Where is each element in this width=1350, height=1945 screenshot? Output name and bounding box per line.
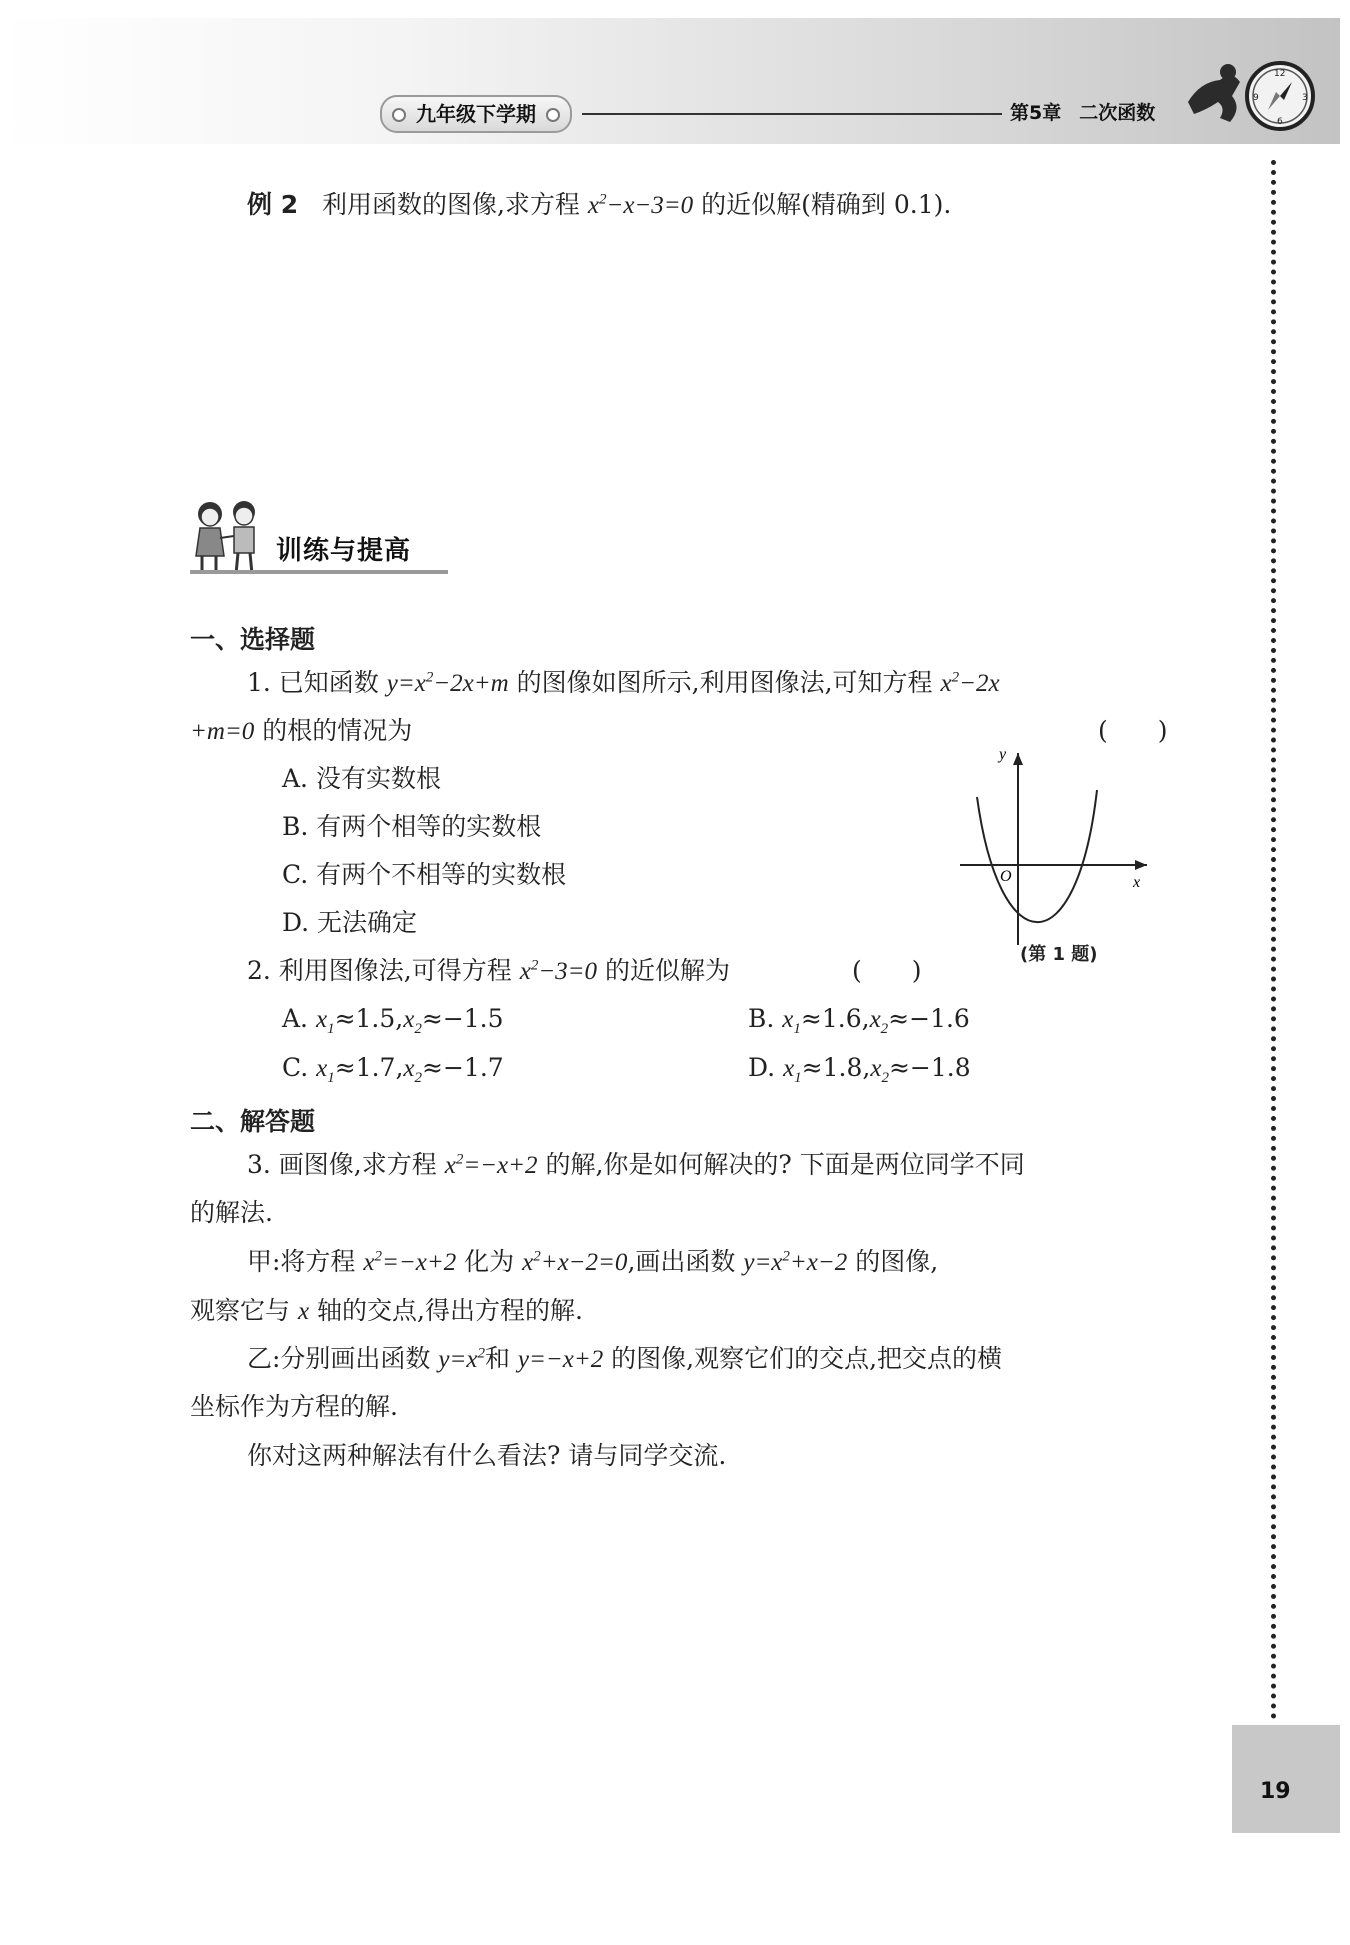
q3-jia-line2: 观察它与 x 轴的交点,得出方程的解.	[190, 1296, 583, 1325]
q2-option-b-x2: −1.6	[909, 1004, 970, 1033]
runner-clock-logo-icon	[1180, 52, 1320, 142]
parabola-curve	[977, 790, 1097, 922]
q3-yi-line2: 坐标作为方程的解.	[190, 1392, 398, 1421]
q3-closing: 你对这两种解法有什么看法? 请与同学交流.	[247, 1441, 727, 1470]
q1-option-b: B. 有两个相等的实数根	[282, 812, 542, 841]
jia-mid2: ,画出函数	[627, 1247, 744, 1276]
q2-equation: $x^2-3=0$	[519, 957, 598, 985]
page-number: 19	[1260, 1779, 1291, 1804]
q2-option-c: C. $x_1\approx 1.7,x_2\approx-1.7$	[282, 1053, 504, 1086]
jia-mid1: 化为	[456, 1247, 523, 1276]
q1-answer-bracket: ( )	[1098, 716, 1168, 745]
header-rule	[582, 113, 1002, 115]
example-2	[247, 190, 951, 221]
grade-label	[380, 95, 572, 133]
q2-option-c-x1: 1.7	[355, 1053, 396, 1082]
y-axis-label: y	[999, 746, 1007, 763]
q1-option-a: A. 没有实数根	[282, 764, 441, 793]
q3-equation: $x^2=-x+2$	[444, 1151, 538, 1179]
jia-end: 的图像,	[847, 1247, 939, 1276]
svg-text:9: 9	[1253, 93, 1259, 103]
page-number-tab	[1232, 1725, 1340, 1833]
q2-stem	[247, 956, 730, 987]
x-axis-arrow-icon	[1135, 860, 1147, 870]
q2-option-b: B. $x_1\approx 1.6,x_2\approx-1.6$	[748, 1004, 970, 1037]
yi-mid: 和	[484, 1344, 518, 1373]
margin-dotted-rule	[1271, 160, 1276, 1720]
kids-illustration-icon	[188, 498, 268, 580]
origin-label: O	[1000, 868, 1012, 885]
header-band	[0, 18, 1340, 144]
y-axis-arrow-icon	[1013, 753, 1023, 765]
q2-answer-bracket: ( )	[852, 956, 922, 985]
x-axis-label: x	[1133, 874, 1141, 891]
yi-end: 的图像,观察它们的交点,把交点的横	[603, 1344, 1003, 1373]
q3-text-a: 3. 画图像,求方程	[247, 1150, 445, 1179]
q2-option-b-x1: 1.6	[821, 1004, 862, 1033]
q2-option-c-label: C.	[282, 1053, 309, 1082]
q1-line2	[190, 716, 412, 747]
example-text-before: 利用函数的图像,求方程	[321, 190, 588, 219]
q2-text-a: 2. 利用图像法,可得方程	[247, 956, 520, 985]
q2-option-d-label: D.	[748, 1053, 776, 1082]
example-label: 例 2	[247, 190, 299, 219]
q3-line2: 的解法.	[190, 1198, 273, 1227]
q1-text-c: 的根的情况为	[254, 716, 413, 745]
svg-text:3: 3	[1302, 93, 1308, 103]
q2-option-c-x2: −1.7	[442, 1053, 504, 1082]
q1-parabola-figure	[955, 745, 1155, 950]
grade-text: 九年级下学期	[416, 102, 536, 126]
chapter-number: 第5章	[1010, 102, 1062, 124]
yi-prefix: 乙:分别画出函数	[247, 1344, 439, 1373]
svg-text:6: 6	[1277, 117, 1283, 127]
svg-text:12: 12	[1274, 69, 1286, 79]
q2-option-a: A. $x_1\approx 1.5,x_2\approx-1.5$	[282, 1004, 504, 1037]
q2-option-a-x2: −1.5	[442, 1004, 504, 1033]
q2-option-d: D. $x_1\approx 1.8,x_2\approx-1.8$	[748, 1053, 971, 1086]
q3-text-b: 的解,你是如何解决的? 下面是两位同学不同	[537, 1150, 1025, 1179]
jia-line2-b: 轴的交点,得出方程的解.	[309, 1296, 583, 1325]
pill-dot-right	[546, 108, 560, 122]
q2-option-a-label: A.	[282, 1004, 309, 1033]
q1-text-a: 1. 已知函数	[247, 668, 387, 697]
section-banner-rule	[190, 570, 448, 574]
q3-line1	[247, 1150, 1025, 1181]
figure-caption: (第 1 题)	[1020, 944, 1098, 965]
part2-heading: 二、解答题	[190, 1107, 316, 1136]
q2-option-a-x1: 1.5	[355, 1004, 396, 1033]
q2-option-d-x2: −1.8	[909, 1053, 971, 1082]
q2-option-d-x1: 1.8	[822, 1053, 863, 1082]
section-banner-title: 训练与提高	[276, 536, 412, 566]
q1-equation-part1: $x^2-2x$	[940, 669, 1000, 697]
pill-dot-left	[392, 108, 406, 122]
q2-option-b-label: B.	[748, 1004, 775, 1033]
jia-prefix: 甲:将方程	[247, 1247, 364, 1276]
q3-jia-line1: 甲:将方程 $x^2=-x+2$ 化为 $x^2+x-2=0$,画出函数 $y=x^2+x-2$ 的图像,	[247, 1247, 939, 1276]
q2-text-b: 的近似解为	[597, 956, 731, 985]
chapter-title: 二次函数	[1079, 102, 1156, 124]
example-equation: $x^2-x-3=0$	[587, 191, 694, 219]
q1-option-d: D. 无法确定	[282, 908, 418, 937]
part1-heading: 一、选择题	[190, 625, 316, 654]
chapter-label	[1010, 98, 1155, 125]
q1-option-c: C. 有两个不相等的实数根	[282, 860, 567, 889]
q1-function: $y=x^2-2x+m$	[386, 669, 509, 697]
q3-yi-line1: 乙:分别画出函数 $y=x^2$和 y=−x+2 的图像,观察它们的交点,把交点的横	[247, 1344, 1003, 1373]
jia-line2-a: 观察它与	[190, 1296, 298, 1325]
q1-text-b: 的图像如图所示,利用图像法,可知方程	[508, 668, 941, 697]
q1-equation-part2: +m=0	[190, 718, 255, 745]
example-text-after: 的近似解(精确到 0.1).	[693, 190, 952, 219]
q1-line1	[247, 668, 1000, 699]
